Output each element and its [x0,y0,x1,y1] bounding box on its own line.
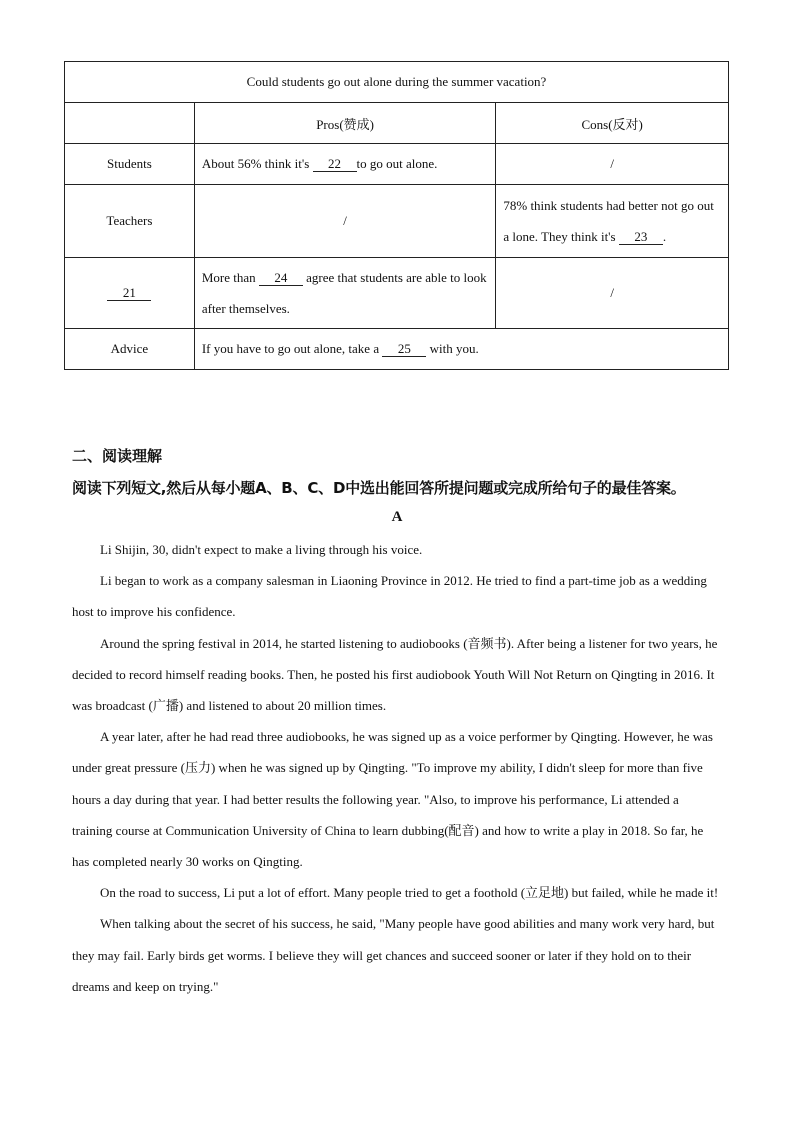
blank-23: 23 [619,230,663,245]
row-label-advice: Advice [65,329,195,370]
table-title-row [65,62,729,103]
blank-21: 21 [107,286,151,301]
advice-cell [194,329,728,370]
teachers-pros-cell: / [194,185,496,258]
table-title: Could students go out alone during the summer vacation? [65,62,729,103]
students-pros-cell [194,144,496,185]
passage-text [72,534,722,1002]
table-row-21 [65,258,729,329]
paragraph: When talking about the secret of his success, he said, "Many people have good abilities and many work very hard, but they may fail. Early birds get worms. I believe they will get chances and succeed sooner or later if they hold on to their dreams and keep on trying." [72,916,715,994]
section-instruction: 阅读下列短文,然后从每小题A、B、C、D中选出能回答所提问题或完成所给句子的最佳答案。 [72,479,686,497]
table-row-advice [65,329,729,370]
table-row-teachers [65,185,729,258]
students-cons-cell: / [496,144,729,185]
blank-22: 22 [313,157,357,172]
header-pros: Pros(赞成) [194,103,496,144]
row-label-21-cell [65,258,195,329]
header-cons: Cons(反对) [496,103,729,144]
header-empty-cell [65,103,195,144]
students-pros-text: About 56% think it's [201,156,313,171]
advice-text-end: with you. [426,341,479,356]
survey-table [64,61,729,370]
blank-24: 24 [259,271,303,286]
row-label-teachers: Teachers [65,185,195,258]
paragraph: A year later, after he had read three audiobooks, he was signed up as a voice performer by Qingting. However, he was under great pressure (压力) when he was signed up by Qingting. "To improve my ability, I didn't sleep for more than five hours a day during that year. I had better results the following year. "Also, to improve his performance, Li attended a training course at Communication University of China to learn dubbing(配音) and how to write a play in 2018. So far, he has completed nearly 30 works on Qingting. [72,729,713,870]
teachers-cons-text: 78% think students had better not go out a lone. They think it's [503,198,714,244]
paragraph: On the road to success, Li put a lot of effort. Many people tried to get a foothold (立足地) but failed, while he made it! [100,885,719,901]
blank-25: 25 [382,342,426,357]
section-title: 二、阅读理解 [72,447,163,465]
students-pros-text-end: to go out alone. [356,156,438,171]
row21-cons-cell: / [496,258,729,329]
paragraph: Around the spring festival in 2014, he started listening to audiobooks (音频书). After being a listener for two years, he decided to record himself reading books. Then, he posted his first audiobook Youth Will Not Return on Qingting in 2016. It was broadcast (广播) and listened to about 20 million times. [72,635,718,714]
passage-label: A [391,509,403,525]
row21-pros-cell [194,258,496,329]
advice-text: If you have to go out alone, take a [201,341,383,356]
row21-pros-text-end: agree that students are able to look after themselves. [201,270,487,316]
paragraph: Li began to work as a company salesman in Liaoning Province in 2012. He tried to find a part-time job as a wedding host to improve his confidence. [72,573,707,620]
table-row-students [65,144,729,185]
table-header-row [65,103,729,144]
teachers-cons-cell [496,185,729,258]
teachers-cons-text-end: . [662,229,667,244]
paragraph: Li Shijin, 30, didn't expect to make a living through his voice. [100,542,423,557]
row21-pros-text: More than [201,270,259,285]
row-label-students: Students [65,144,195,185]
